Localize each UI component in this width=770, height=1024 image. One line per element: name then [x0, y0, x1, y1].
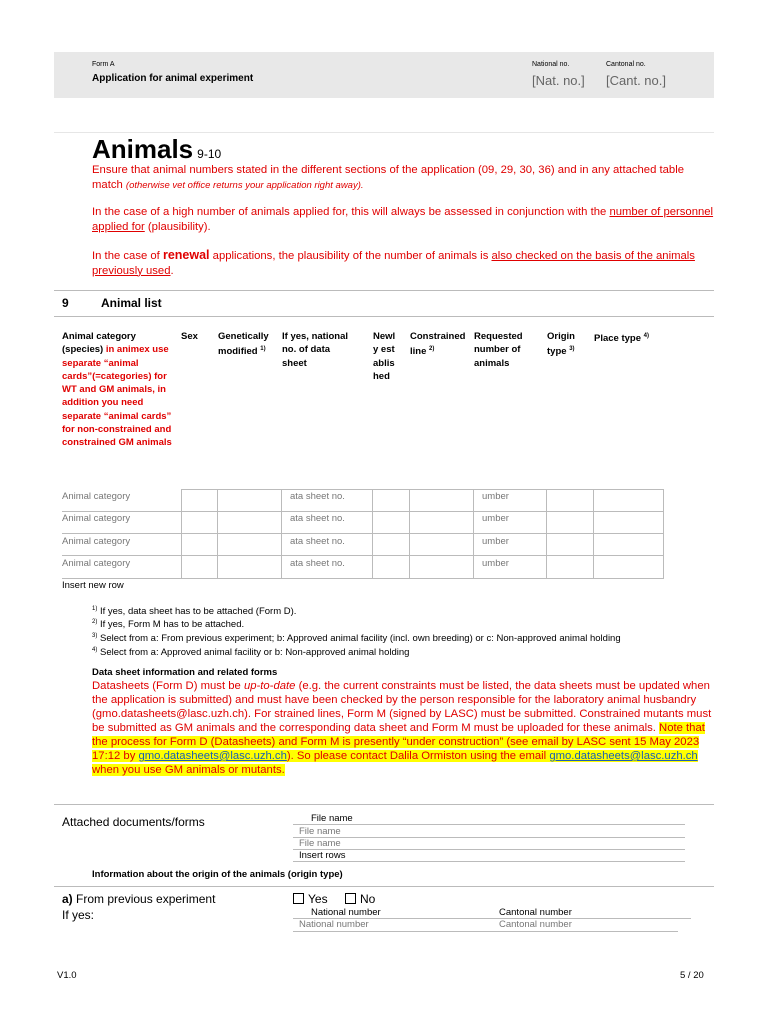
origin-option-a: a) From previous experiment — [62, 892, 216, 906]
national-number-field[interactable]: National number — [299, 919, 369, 930]
national-number-label: National number — [311, 907, 381, 918]
table-grid-line — [62, 555, 664, 556]
if-yes-label: If yes: — [62, 908, 95, 922]
section-bottom-rule — [54, 316, 714, 317]
cantonal-no-label: Cantonal no. — [606, 61, 646, 68]
divider — [293, 837, 685, 838]
insert-row-button[interactable]: Insert new row — [62, 580, 124, 591]
intro-paragraph-1: Ensure that animal numbers stated in the different sections of the application (09, 29, 30, 36) and in any attached table match (otherwise vet office returns your application right away). — [92, 164, 684, 191]
col-header-newly-established: Newly established — [373, 331, 396, 382]
requested-number-field[interactable]: umber — [482, 513, 509, 524]
animal-category-field[interactable]: Animal category — [62, 513, 131, 524]
checkbox-icon — [345, 893, 356, 904]
col-header-datasheet-no: If yes, national no. of data sheet — [282, 331, 348, 369]
section-number: 9 — [62, 296, 69, 310]
cantonal-number-label: Cantonal number — [499, 907, 572, 918]
col-header-sex: Sex — [181, 331, 198, 342]
table-grid-line — [473, 489, 474, 578]
table-grid-line — [181, 489, 664, 490]
table-grid-line — [372, 489, 373, 578]
intro-paragraph-3: In the case of renewal applications, the plausibility of the number of animals is also checked on the basis of the animals previously used. — [92, 248, 695, 277]
footnote: $^{2)}$ If yes, Form M has to be attached. — [92, 619, 245, 631]
requested-number-field[interactable]: umber — [482, 558, 509, 569]
divider — [293, 931, 678, 932]
national-no-label: National no. — [532, 61, 570, 68]
form-label: Form A — [92, 61, 115, 68]
col-header-place-type: Place type $^{4)}$ — [594, 333, 649, 345]
title-superscript: 9-10 — [197, 147, 222, 161]
no-checkbox[interactable]: No — [345, 892, 375, 906]
col-header-origin-type: Origin type $^{3)}$ — [547, 331, 575, 358]
form-title: Application for animal experiment — [92, 73, 254, 84]
requested-number-field[interactable]: umber — [482, 536, 509, 547]
table-grid-line — [593, 489, 594, 578]
previously-used-link[interactable]: also checked on the basis of the animals previously used — [92, 250, 695, 277]
divider — [293, 849, 685, 850]
divider — [54, 804, 714, 805]
col-header-requested-number: Requested number of animals — [474, 331, 523, 369]
col-header-genetically-modified: Genetically modified $^{1)}$ — [218, 331, 269, 358]
table-grid-line — [62, 578, 664, 579]
version-label: V1.0 — [57, 970, 77, 981]
table-grid-line — [62, 511, 664, 512]
page-number: 5 / 20 — [680, 970, 704, 981]
animal-category-field[interactable]: Animal category — [62, 536, 131, 547]
intro-paragraph-2: In the case of a high number of animals applied for, this will always be assessed in conjunction with the number of personnel applied for (plausibility). — [92, 206, 714, 233]
yes-checkbox[interactable]: Yes — [293, 892, 328, 906]
section-top-rule — [54, 290, 714, 291]
requested-number-field[interactable]: umber — [482, 491, 509, 502]
divider — [54, 132, 714, 133]
email-link[interactable]: gmo.datasheets@lasc.uzh.ch — [138, 750, 287, 762]
file-name-field[interactable]: File name — [299, 826, 341, 837]
datasheet-no-field[interactable]: ata sheet no. — [290, 558, 345, 569]
datasheet-info-text: Datasheets (Form D) must be up-to-date (e.g. the current constraints must be listed, the data sheets must be updated when the application is submitted) and must have been checked by the person responsible for the laboratory animal husbandry (gmo.datasheets@lasc.uzh.ch). For strained lines, Form M (signed by LASC) must be submitted. Constrained mutants must be submitted as GM animals and the corresponding data sheet and Form M must be uploaded for these animals. Note that the process for Form D (Datasheets) and Form M is presently “under construction” (see email by LASC sent 15 May 2023 17:12 by gmo.datasheets@lasc.uzh.ch). So please contact Dalila Ormiston using the email gmo.datasheets@lasc.uzh.ch when you use GM animals or mutants. — [92, 680, 712, 776]
form-header — [54, 52, 714, 98]
footnote: $^{3)}$ Select from a: From previous experiment; b: Approved animal facility (incl. own breeding) or c: Non-approved animal holding — [92, 633, 621, 645]
table-grid-line — [181, 489, 182, 578]
table-grid-line — [409, 489, 410, 578]
table-grid-line — [546, 489, 547, 578]
section-title: Animal list — [101, 296, 162, 310]
table-grid-line — [663, 489, 664, 578]
origin-heading: Information about the origin of the animals (origin type) — [92, 869, 343, 880]
col-header-constrained-line: Constrained line $^{2)}$ — [410, 331, 466, 358]
divider — [293, 824, 685, 825]
table-grid-line — [62, 533, 664, 534]
footnote: $^{4)}$ Select from a: Approved animal facility or b: Non-approved animal holding — [92, 647, 410, 659]
personnel-link[interactable]: number of personnel applied for — [92, 206, 714, 233]
cantonal-no-field[interactable]: [Cant. no.] — [606, 73, 666, 88]
national-no-field[interactable]: [Nat. no.] — [532, 73, 585, 88]
divider — [54, 886, 714, 887]
col-header-animal-category: Animal category (species) in animex use separate “animal cards”(=categories) for WT and GM animals, in addition you need separate “animal cards” for non-constrained and constrained GM animals — [62, 331, 172, 449]
cantonal-number-field[interactable]: Cantonal number — [499, 919, 572, 930]
attachments-label: Attached documents/forms — [62, 815, 205, 829]
file-name-field[interactable]: File name — [299, 838, 341, 849]
animal-category-field[interactable]: Animal category — [62, 558, 131, 569]
divider — [293, 861, 685, 862]
page-title: Animals 9-10 — [92, 134, 222, 164]
animal-category-field[interactable]: Animal category — [62, 491, 131, 502]
file-name-header: File name — [311, 813, 353, 824]
email-link[interactable]: gmo.datasheets@lasc.uzh.ch — [549, 750, 698, 762]
insert-rows-button[interactable]: Insert rows — [299, 850, 346, 861]
checkbox-icon — [293, 893, 304, 904]
datasheet-no-field[interactable]: ata sheet no. — [290, 513, 345, 524]
datasheet-no-field[interactable]: ata sheet no. — [290, 491, 345, 502]
table-grid-line — [217, 489, 218, 578]
table-grid-line — [281, 489, 282, 578]
datasheet-no-field[interactable]: ata sheet no. — [290, 536, 345, 547]
footnote: $^{1)}$ If yes, data sheet has to be attached (Form D). — [92, 606, 297, 618]
datasheet-heading: Data sheet information and related forms — [92, 667, 278, 678]
